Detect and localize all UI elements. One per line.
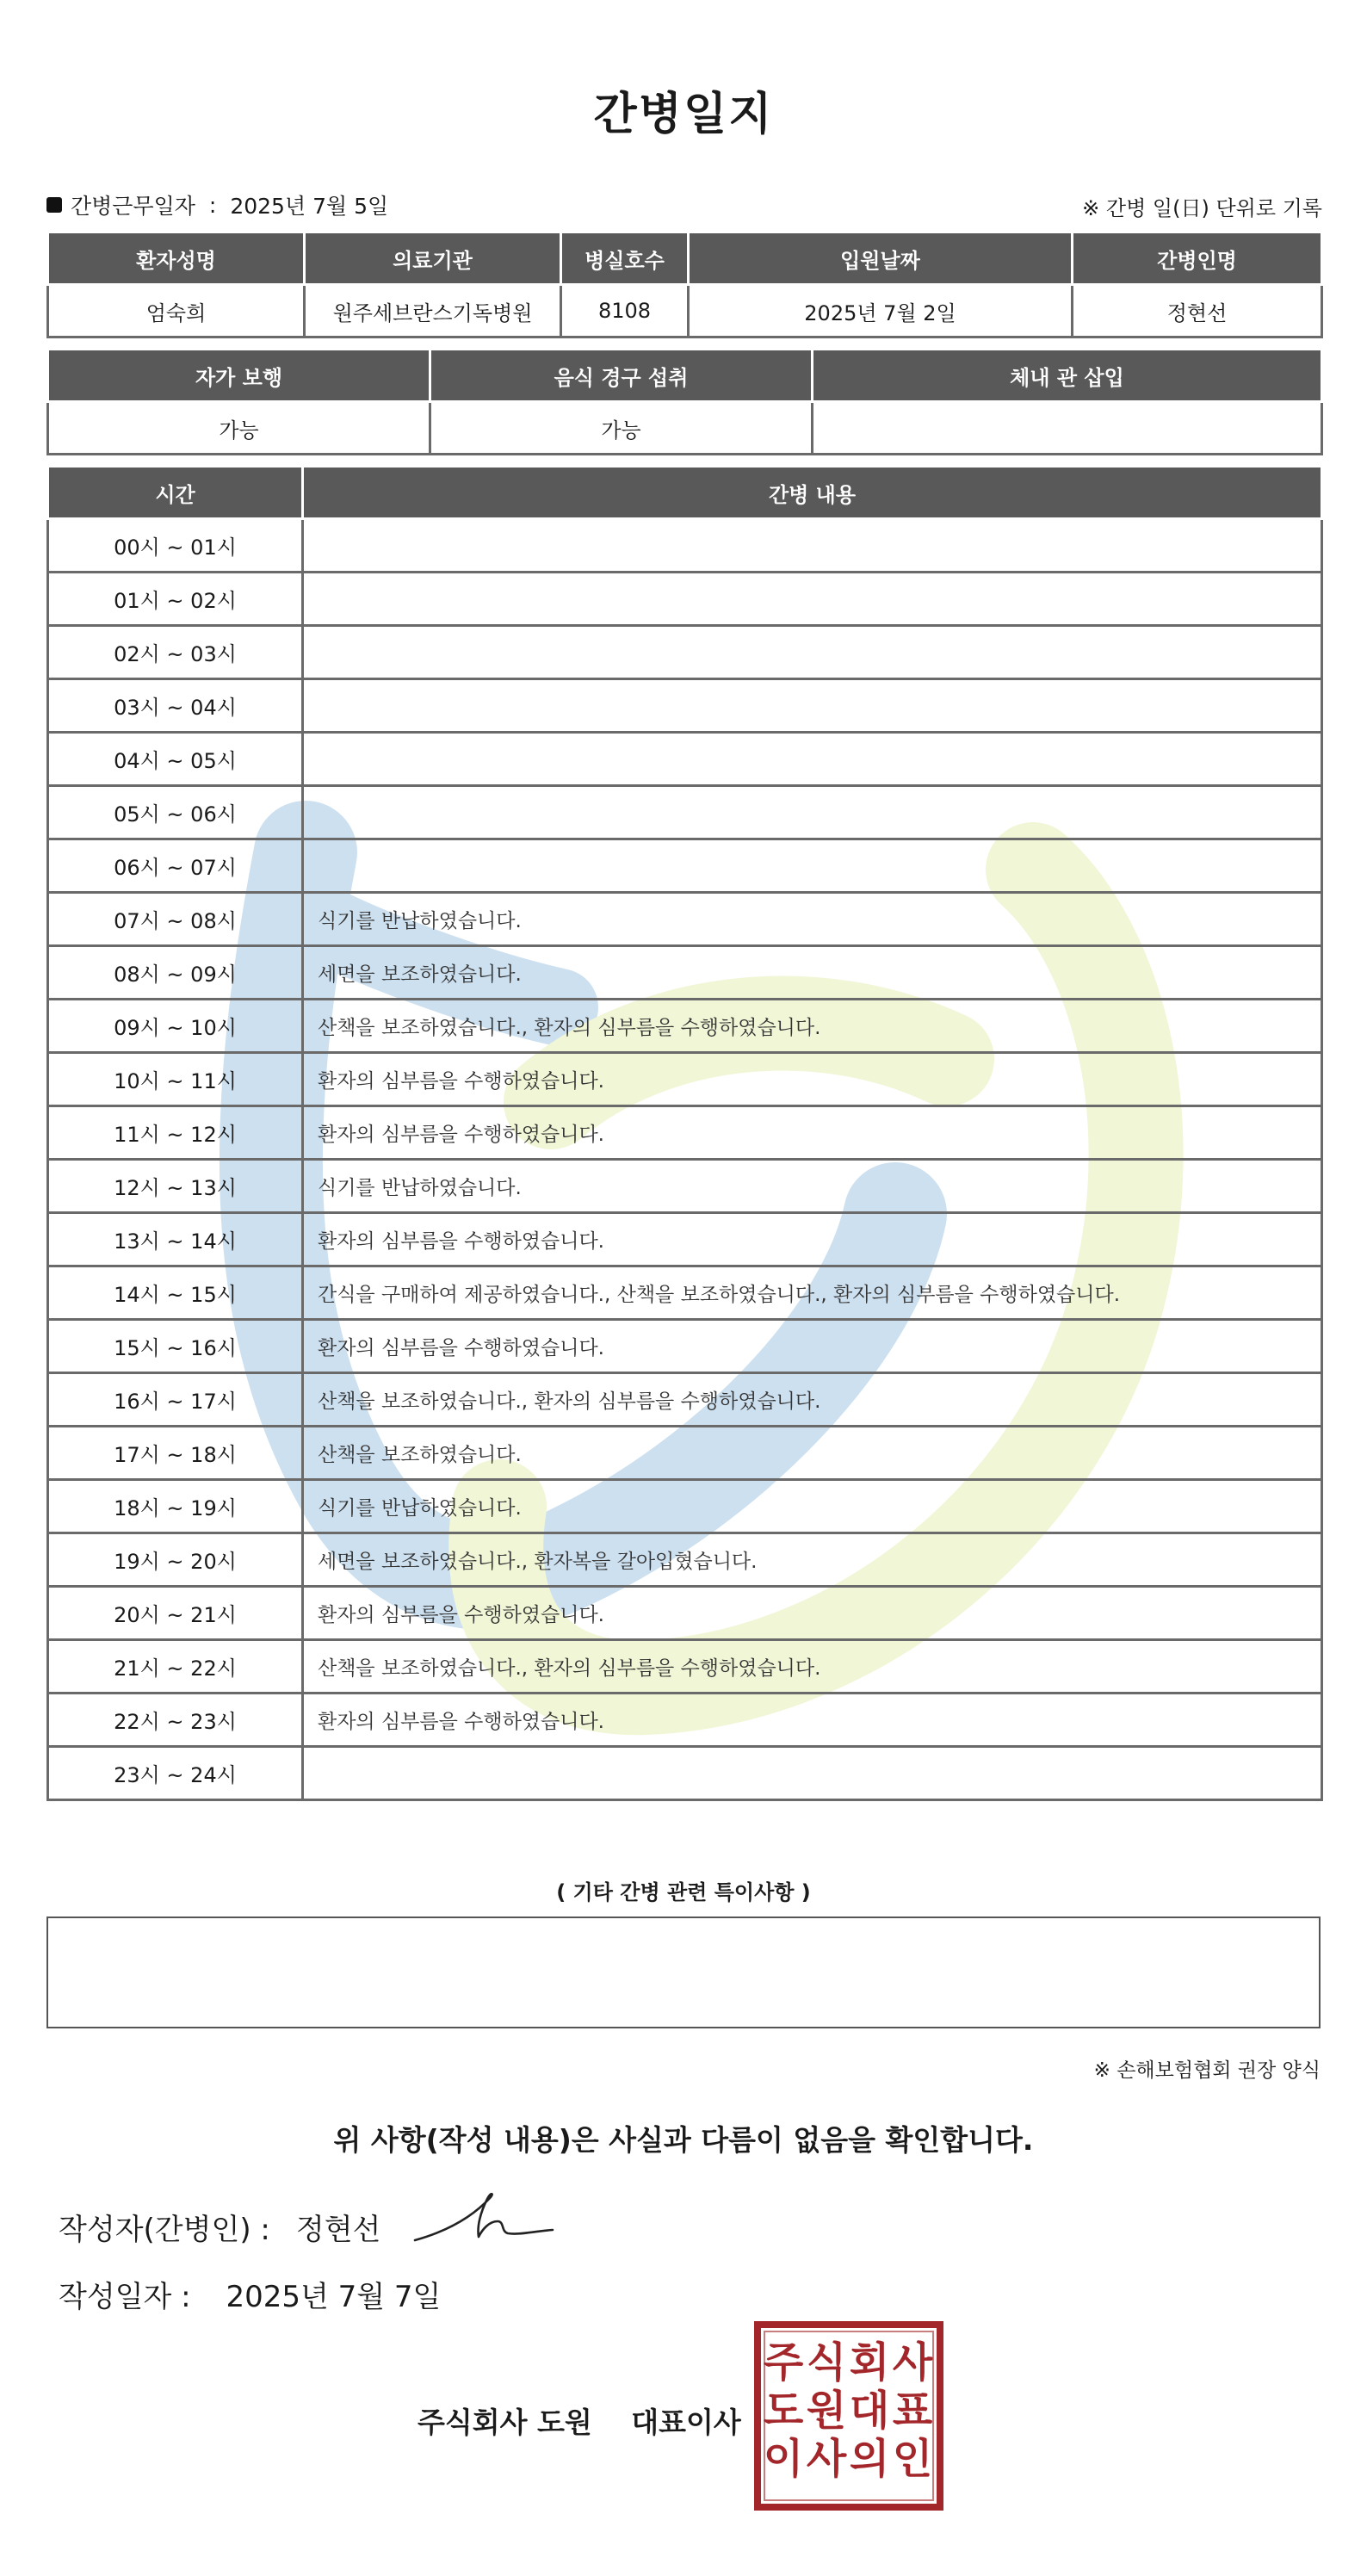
seal-character: 인	[892, 2435, 933, 2483]
care-content-cell: 간식을 구매하여 제공하였습니다., 산책을 보조하였습니다., 환자의 심부름을 수행하였습니다.	[303, 1266, 1322, 1320]
special-notes-heading: ( 기타 간병 관련 특이사항 )	[556, 1880, 811, 1904]
time-cell: 06시 ~ 07시	[48, 839, 303, 893]
writer-line	[59, 2206, 380, 2248]
care-content-cell	[303, 573, 1322, 626]
header-caregiver-name: 간병인명	[1073, 232, 1322, 285]
seal-character: 의	[849, 2435, 890, 2483]
patient-condition-table	[46, 348, 1323, 455]
seal-character: 식	[806, 2338, 847, 2387]
table-row	[48, 1053, 1322, 1106]
table-row	[48, 1747, 1322, 1800]
table-row	[48, 1320, 1322, 1373]
patient-name: 엄숙희	[48, 285, 305, 337]
work-date-label: 간병근무일자	[71, 194, 195, 219]
seal-character: 회	[849, 2338, 890, 2387]
document-title: 간병일지	[593, 89, 774, 140]
table-row	[48, 1213, 1322, 1266]
care-content-cell	[303, 679, 1322, 733]
seal-character: 도	[763, 2387, 804, 2435]
table-row	[48, 626, 1322, 679]
care-log-body	[48, 519, 1322, 1800]
caregiver-name: 정현선	[1073, 285, 1322, 337]
condition-header-row	[48, 350, 1322, 402]
time-cell: 03시 ~ 04시	[48, 679, 303, 733]
seal-character: 사	[892, 2338, 933, 2387]
care-content-cell: 산책을 보조하였습니다., 환자의 심부름을 수행하였습니다.	[303, 1373, 1322, 1427]
care-content-cell: 식기를 반납하였습니다.	[303, 1480, 1322, 1533]
care-content-cell	[303, 1747, 1322, 1800]
time-cell: 07시 ~ 08시	[48, 893, 303, 946]
header-care-content: 간병 내용	[303, 467, 1322, 519]
special-notes-box	[46, 1917, 1321, 2028]
patient-info-header-row	[48, 232, 1322, 285]
care-content-cell: 산책을 보조하였습니다., 환자의 심부름을 수행하였습니다.	[303, 1640, 1322, 1694]
table-row	[48, 1266, 1322, 1320]
table-row	[48, 946, 1322, 1000]
seal-character: 주	[763, 2338, 804, 2387]
header-hospital: 의료기관	[305, 232, 561, 285]
seal-character: 표	[892, 2387, 933, 2435]
time-cell: 00시 ~ 01시	[48, 519, 303, 573]
care-content-cell	[303, 786, 1322, 839]
table-row	[48, 839, 1322, 893]
table-row	[48, 893, 1322, 946]
care-content-cell	[303, 519, 1322, 573]
work-date-value: 2025년 7월 5일	[230, 194, 389, 219]
table-row	[48, 1587, 1322, 1640]
time-cell: 15시 ~ 16시	[48, 1320, 303, 1373]
time-cell: 11시 ~ 12시	[48, 1106, 303, 1160]
hospital-name: 원주세브란스기독병원	[305, 285, 561, 337]
time-cell: 20시 ~ 21시	[48, 1587, 303, 1640]
care-content-cell: 환자의 심부름을 수행하였습니다.	[303, 1694, 1322, 1747]
care-content-cell	[303, 733, 1322, 786]
time-cell: 14시 ~ 15시	[48, 1266, 303, 1320]
bullet-square-icon	[46, 197, 62, 213]
time-cell: 09시 ~ 10시	[48, 1000, 303, 1053]
work-date-separator: :	[208, 192, 217, 218]
oral-intake-value: 가능	[430, 402, 813, 455]
header-room-number: 병실호수	[561, 232, 689, 285]
care-log-header-row	[48, 467, 1322, 519]
time-cell: 02시 ~ 03시	[48, 626, 303, 679]
header-admission-date: 입원날짜	[689, 232, 1073, 285]
company-name: 주식회사 도원	[418, 2406, 592, 2439]
table-row	[48, 679, 1322, 733]
time-cell: 10시 ~ 11시	[48, 1053, 303, 1106]
table-row	[48, 573, 1322, 626]
signature-image	[411, 2187, 566, 2256]
table-row	[48, 1427, 1322, 1480]
care-content-cell: 환자의 심부름을 수행하였습니다.	[303, 1213, 1322, 1266]
header-patient-name: 환자성명	[48, 232, 305, 285]
confirmation-statement: 위 사항(작성 내용)은 사실과 다름이 없음을 확인합니다.	[333, 2123, 1034, 2157]
time-cell: 22시 ~ 23시	[48, 1694, 303, 1747]
table-row	[48, 1640, 1322, 1694]
patient-info-value-row	[48, 285, 1322, 337]
tube-insertion-value	[813, 402, 1322, 455]
header-tube-insertion: 체내 관 삽입	[813, 350, 1322, 402]
company-seal-stamp	[752, 2319, 945, 2512]
care-content-cell: 환자의 심부름을 수행하였습니다.	[303, 1587, 1322, 1640]
date-label: 작성일자 :	[59, 2280, 191, 2314]
seal-character: 대	[849, 2387, 890, 2435]
writer-label: 작성자(간병인) :	[59, 2213, 270, 2247]
admission-date: 2025년 7월 2일	[689, 285, 1073, 337]
table-row	[48, 1160, 1322, 1213]
time-cell: 16시 ~ 17시	[48, 1373, 303, 1427]
date-line	[59, 2273, 441, 2315]
date-value: 2025년 7월 7일	[226, 2280, 442, 2314]
care-content-cell: 세면을 보조하였습니다.	[303, 946, 1322, 1000]
seal-character: 사	[806, 2435, 847, 2483]
care-content-cell: 환자의 심부름을 수행하였습니다.	[303, 1053, 1322, 1106]
care-content-cell: 산책을 보조하였습니다.	[303, 1427, 1322, 1480]
header-self-walking: 자가 보행	[48, 350, 430, 402]
time-cell: 05시 ~ 06시	[48, 786, 303, 839]
care-content-cell	[303, 839, 1322, 893]
time-cell: 18시 ~ 19시	[48, 1480, 303, 1533]
writer-name: 정현선	[295, 2213, 381, 2247]
company-line	[418, 2400, 741, 2441]
care-log-table	[46, 465, 1323, 1801]
time-cell: 08시 ~ 09시	[48, 946, 303, 1000]
table-row	[48, 1373, 1322, 1427]
time-cell: 01시 ~ 02시	[48, 573, 303, 626]
table-row	[48, 733, 1322, 786]
patient-info-table	[46, 231, 1323, 338]
time-cell: 17시 ~ 18시	[48, 1427, 303, 1480]
table-row	[48, 1694, 1322, 1747]
time-cell: 13시 ~ 14시	[48, 1213, 303, 1266]
care-content-cell: 세면을 보조하였습니다., 환자복을 갈아입혔습니다.	[303, 1533, 1322, 1587]
time-cell: 12시 ~ 13시	[48, 1160, 303, 1213]
time-cell: 19시 ~ 20시	[48, 1533, 303, 1587]
time-cell: 23시 ~ 24시	[48, 1747, 303, 1800]
association-note: ※ 손해보험협회 권장 양식	[1093, 2059, 1321, 2082]
representative-title: 대표이사	[631, 2406, 741, 2439]
table-row	[48, 1480, 1322, 1533]
header-time: 시간	[48, 467, 303, 519]
work-date-line	[46, 189, 388, 220]
table-row	[48, 1106, 1322, 1160]
room-number: 8108	[561, 285, 689, 337]
record-note: ※ 간병 일(日) 단위로 기록	[1082, 196, 1322, 220]
table-row	[48, 1533, 1322, 1587]
care-content-cell: 산책을 보조하였습니다., 환자의 심부름을 수행하였습니다.	[303, 1000, 1322, 1053]
care-content-cell	[303, 626, 1322, 679]
table-row	[48, 786, 1322, 839]
time-cell: 21시 ~ 22시	[48, 1640, 303, 1694]
care-content-cell: 식기를 반납하였습니다.	[303, 893, 1322, 946]
care-content-cell: 식기를 반납하였습니다.	[303, 1160, 1322, 1213]
table-row	[48, 1000, 1322, 1053]
time-cell: 04시 ~ 05시	[48, 733, 303, 786]
care-content-cell: 환자의 심부름을 수행하였습니다.	[303, 1320, 1322, 1373]
care-content-cell: 환자의 심부름을 수행하였습니다.	[303, 1106, 1322, 1160]
header-oral-intake: 음식 경구 섭취	[430, 350, 813, 402]
self-walking-value: 가능	[48, 402, 430, 455]
seal-character: 이	[763, 2435, 804, 2483]
seal-character: 원	[806, 2387, 847, 2435]
condition-value-row	[48, 402, 1322, 455]
table-row	[48, 519, 1322, 573]
